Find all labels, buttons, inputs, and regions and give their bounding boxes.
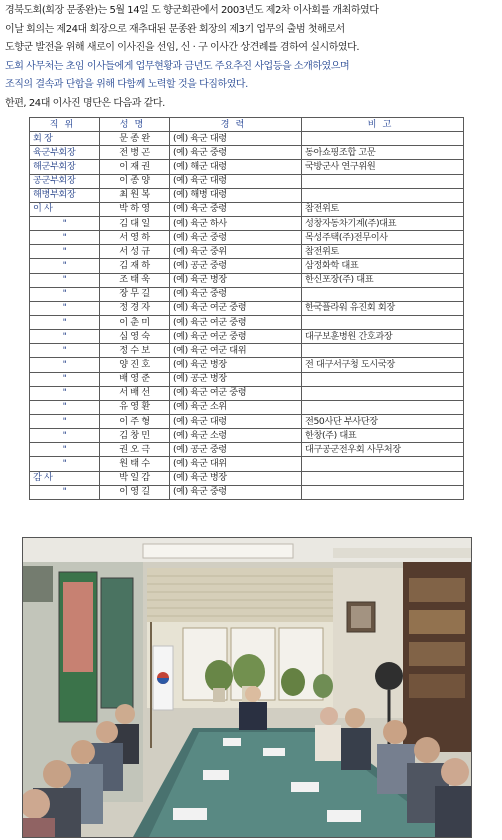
cell-career: (예) 공군 중령 bbox=[170, 259, 302, 273]
ditto-mark: " bbox=[62, 429, 67, 441]
cell-position: 이 사 bbox=[30, 202, 100, 216]
ditto-mark: " bbox=[62, 358, 67, 370]
cell-name: 서 배 선 bbox=[100, 386, 170, 400]
cell-career: (예) 해병 대령 bbox=[170, 188, 302, 202]
table-row bbox=[30, 202, 464, 216]
cell-name: 박 하 영 bbox=[100, 202, 170, 216]
cell-note bbox=[302, 400, 464, 414]
table-body bbox=[30, 132, 464, 500]
cell-career: (예) 육군 중령 bbox=[170, 202, 302, 216]
cell-position bbox=[30, 259, 100, 273]
cell-note bbox=[302, 471, 464, 485]
ditto-mark: " bbox=[62, 415, 67, 427]
cell-position bbox=[30, 457, 100, 471]
table-row bbox=[30, 344, 464, 358]
ditto-mark: " bbox=[62, 231, 67, 243]
cell-career: (예) 육군 중위 bbox=[170, 245, 302, 259]
cell-name: 정 수 보 bbox=[100, 344, 170, 358]
cell-position: 해병부회장 bbox=[30, 188, 100, 202]
table-row bbox=[30, 216, 464, 230]
cell-name: 김 창 민 bbox=[100, 429, 170, 443]
header-career: 경력 bbox=[170, 118, 302, 132]
cell-note bbox=[302, 485, 464, 499]
cell-career: (예) 육군 소령 bbox=[170, 429, 302, 443]
cell-note bbox=[302, 386, 464, 400]
cell-name: 이 주 형 bbox=[100, 414, 170, 428]
table-row bbox=[30, 245, 464, 259]
cell-position: 감 사 bbox=[30, 471, 100, 485]
cell-note: 삼정화학 대표 bbox=[302, 259, 464, 273]
cell-position bbox=[30, 231, 100, 245]
cell-name: 권 오 극 bbox=[100, 443, 170, 457]
table-row bbox=[30, 358, 464, 372]
cell-note: 목성주택(주)전무이사 bbox=[302, 231, 464, 245]
meeting-photo-illustration bbox=[23, 538, 471, 837]
cell-name: 이 춘 미 bbox=[100, 315, 170, 329]
ditto-mark: " bbox=[62, 457, 67, 469]
cell-name: 최 원 복 bbox=[100, 188, 170, 202]
cell-note: 대구보훈병원 간호과장 bbox=[302, 330, 464, 344]
cell-note bbox=[302, 457, 464, 471]
cell-position bbox=[30, 330, 100, 344]
cell-position bbox=[30, 386, 100, 400]
ditto-mark: " bbox=[62, 274, 67, 286]
ditto-mark: " bbox=[62, 373, 67, 385]
cell-career: (예) 육군 중령 bbox=[170, 146, 302, 160]
cell-note bbox=[302, 287, 464, 301]
cell-career: (예) 육군 대령 bbox=[170, 132, 302, 146]
intro-line-6: 한편, 24대 이사진 명단은 다음과 같다. bbox=[5, 97, 165, 109]
ditto-mark: " bbox=[62, 387, 67, 399]
ditto-mark: " bbox=[62, 288, 67, 300]
cell-career: (예) 육군 중령 bbox=[170, 287, 302, 301]
cell-career: (예) 공군 병장 bbox=[170, 372, 302, 386]
table-row bbox=[30, 457, 464, 471]
cell-name: 이 영 길 bbox=[100, 485, 170, 499]
cell-name: 유 영 환 bbox=[100, 400, 170, 414]
cell-career: (예) 육군 병장 bbox=[170, 273, 302, 287]
table-row bbox=[30, 174, 464, 188]
ditto-mark: " bbox=[62, 486, 67, 498]
cell-name: 전 병 곤 bbox=[100, 146, 170, 160]
header-position: 직위 bbox=[30, 118, 100, 132]
table-row bbox=[30, 400, 464, 414]
meeting-photo bbox=[22, 537, 472, 838]
cell-name: 이 재 권 bbox=[100, 160, 170, 174]
cell-position: 해군부회장 bbox=[30, 160, 100, 174]
table-row bbox=[30, 372, 464, 386]
ditto-mark: " bbox=[62, 401, 67, 413]
intro-paragraph bbox=[5, 2, 499, 114]
cell-career: (예) 육군 중령 bbox=[170, 231, 302, 245]
cell-position bbox=[30, 273, 100, 287]
board-members-table bbox=[29, 117, 464, 500]
cell-name: 서 영 하 bbox=[100, 231, 170, 245]
cell-note: 전50사단 부사단장 bbox=[302, 414, 464, 428]
cell-position bbox=[30, 414, 100, 428]
cell-position bbox=[30, 358, 100, 372]
cell-note bbox=[302, 315, 464, 329]
table-row bbox=[30, 231, 464, 245]
ditto-mark: " bbox=[62, 443, 67, 455]
cell-note: 대구공군전우회 사무처장 bbox=[302, 443, 464, 457]
cell-name: 박 일 감 bbox=[100, 471, 170, 485]
cell-name: 정 경 자 bbox=[100, 301, 170, 315]
table-header-row bbox=[30, 118, 464, 132]
table-row bbox=[30, 259, 464, 273]
table-row bbox=[30, 301, 464, 315]
cell-name: 서 성 규 bbox=[100, 245, 170, 259]
cell-note: 전 대구서구청 도시국장 bbox=[302, 358, 464, 372]
cell-position bbox=[30, 485, 100, 499]
cell-career: (예) 육군 대령 bbox=[170, 414, 302, 428]
cell-career: (예) 육군 대령 bbox=[170, 174, 302, 188]
cell-position bbox=[30, 400, 100, 414]
cell-career: (예) 육군 여군 중령 bbox=[170, 315, 302, 329]
table-row bbox=[30, 287, 464, 301]
cell-position: 육군부회장 bbox=[30, 146, 100, 160]
header-note: 비고 bbox=[302, 118, 464, 132]
cell-name: 장 무 길 bbox=[100, 287, 170, 301]
cell-note: 참전위토 bbox=[302, 245, 464, 259]
cell-note bbox=[302, 188, 464, 202]
table-row bbox=[30, 160, 464, 174]
cell-name: 조 태 욱 bbox=[100, 273, 170, 287]
header-name: 성명 bbox=[100, 118, 170, 132]
cell-name: 심 영 숙 bbox=[100, 330, 170, 344]
cell-career: (예) 육군 여군 중령 bbox=[170, 301, 302, 315]
cell-note: 참전위토 bbox=[302, 202, 464, 216]
cell-career: (예) 육군 여군 중령 bbox=[170, 386, 302, 400]
cell-name: 배 영 준 bbox=[100, 372, 170, 386]
cell-position bbox=[30, 315, 100, 329]
table-row bbox=[30, 188, 464, 202]
table-row bbox=[30, 315, 464, 329]
table-row bbox=[30, 386, 464, 400]
cell-career: (예) 육군 병장 bbox=[170, 471, 302, 485]
cell-note: 한신포장(주) 대표 bbox=[302, 273, 464, 287]
table-row bbox=[30, 273, 464, 287]
cell-career: (예) 육군 중령 bbox=[170, 485, 302, 499]
table-row bbox=[30, 429, 464, 443]
intro-line-4: 도회 사무처는 초임 이사들에게 업무현황과 금년도 주요추진 사업등을 소개하였으며 bbox=[5, 60, 350, 72]
cell-position bbox=[30, 216, 100, 230]
cell-name: 김 재 하 bbox=[100, 259, 170, 273]
cell-career: (예) 육군 여군 대위 bbox=[170, 344, 302, 358]
intro-line-3: 도향군 발전을 위해 새로이 이사진을 선임, 신 · 구 이사간 상견례를 겸하여 실시하였다. bbox=[5, 42, 360, 54]
cell-position bbox=[30, 344, 100, 358]
table-row bbox=[30, 485, 464, 499]
cell-career: (예) 해군 대령 bbox=[170, 160, 302, 174]
ditto-mark: " bbox=[62, 217, 67, 229]
cell-name: 양 진 호 bbox=[100, 358, 170, 372]
cell-career: (예) 육군 소위 bbox=[170, 400, 302, 414]
cell-name: 원 태 수 bbox=[100, 457, 170, 471]
cell-position bbox=[30, 301, 100, 315]
ditto-mark: " bbox=[62, 245, 67, 257]
cell-note bbox=[302, 344, 464, 358]
cell-note: 동아쇼핑조합 고문 bbox=[302, 146, 464, 160]
cell-position bbox=[30, 245, 100, 259]
cell-position: 공군부회장 bbox=[30, 174, 100, 188]
table-row bbox=[30, 471, 464, 485]
table-row bbox=[30, 330, 464, 344]
cell-note bbox=[302, 132, 464, 146]
table-row bbox=[30, 443, 464, 457]
cell-name: 문 종 완 bbox=[100, 132, 170, 146]
ditto-mark: " bbox=[62, 302, 67, 314]
intro-line-5: 조직의 결속과 단합을 위해 다함께 노력할 것을 다짐하였다. bbox=[5, 79, 248, 91]
table-row bbox=[30, 132, 464, 146]
cell-note: 한국플라워 유진회 회장 bbox=[302, 301, 464, 315]
cell-position bbox=[30, 429, 100, 443]
table-row bbox=[30, 146, 464, 160]
cell-note bbox=[302, 372, 464, 386]
cell-note: 한창(주) 대표 bbox=[302, 429, 464, 443]
cell-position: 회 장 bbox=[30, 132, 100, 146]
cell-career: (예) 육군 하사 bbox=[170, 216, 302, 230]
cell-name: 이 종 양 bbox=[100, 174, 170, 188]
cell-note: 국방군사 연구위원 bbox=[302, 160, 464, 174]
ditto-mark: " bbox=[62, 344, 67, 356]
cell-career: (예) 공군 중령 bbox=[170, 443, 302, 457]
cell-career: (예) 육군 대위 bbox=[170, 457, 302, 471]
cell-position bbox=[30, 287, 100, 301]
intro-line-2: 이날 회의는 제24대 회장으로 재추대된 문종완 회장의 제3기 업무의 출범 첫해로서 bbox=[5, 23, 345, 35]
intro-line-1: 경북도회(회장 문종완)는 5월 14일 도 향군회관에서 2003년도 제2차 이사회를 개최하였다 bbox=[5, 5, 379, 16]
cell-position bbox=[30, 372, 100, 386]
cell-career: (예) 육군 병장 bbox=[170, 358, 302, 372]
cell-career: (예) 육군 여군 중령 bbox=[170, 330, 302, 344]
cell-name: 김 대 일 bbox=[100, 216, 170, 230]
cell-position bbox=[30, 443, 100, 457]
ditto-mark: " bbox=[62, 259, 67, 271]
cell-note: 성창자동차기계(주)대표 bbox=[302, 216, 464, 230]
cell-note bbox=[302, 174, 464, 188]
ditto-mark: " bbox=[62, 316, 67, 328]
table-row bbox=[30, 414, 464, 428]
ditto-mark: " bbox=[62, 330, 67, 342]
